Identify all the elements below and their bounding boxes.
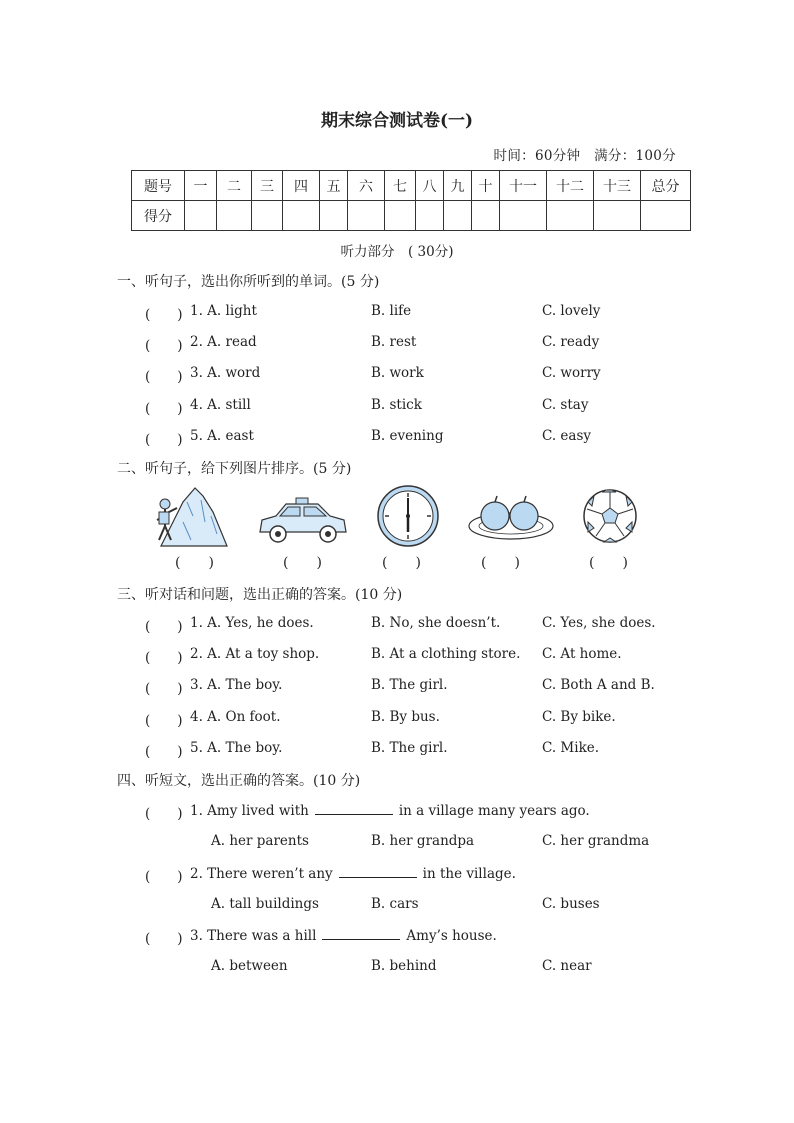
option-c: C. stay	[542, 397, 589, 413]
section3-heading: 三、听对话和问题，选出正确的答案。(10 分)	[117, 587, 403, 603]
section1-heading: 一、听句子，选出你所听到的单词。(5 分)	[117, 274, 380, 290]
answer-paren[interactable]: ( )	[145, 681, 183, 697]
section4-heading: 四、听短文，选出正确的答案。(10 分)	[117, 773, 361, 789]
answer-paren[interactable]: ( )	[145, 806, 183, 822]
option-b: B. No, she doesn’t.	[371, 615, 501, 631]
score-col-9: 九	[444, 171, 472, 201]
score-col-6: 六	[348, 171, 385, 201]
question-text	[190, 865, 516, 882]
answer-paren[interactable]: ( )	[145, 338, 183, 354]
answer-paren[interactable]: ( )	[145, 650, 183, 666]
option-b: B. The girl.	[371, 677, 448, 693]
option-b: B. rest	[371, 334, 417, 350]
score-cell[interactable]	[472, 201, 500, 231]
option-b: B. life	[371, 303, 412, 319]
score-cell[interactable]	[444, 201, 472, 231]
question-after: Amy’s house.	[406, 928, 497, 944]
option-b: B. The girl.	[371, 740, 448, 756]
score-cell[interactable]	[252, 201, 283, 231]
car-icon	[256, 482, 348, 550]
answer-paren[interactable]: ( )	[145, 401, 183, 417]
score-col-12: 十二	[547, 171, 594, 201]
score-col-11: 十一	[500, 171, 547, 201]
mountain-climber-icon	[143, 482, 229, 550]
option-c: C. Mike.	[542, 740, 600, 756]
option-a: 4. A. still	[190, 397, 251, 413]
option-a: 3. A. The boy.	[190, 677, 283, 693]
option-c: C. near	[542, 958, 592, 974]
score-cell[interactable]	[500, 201, 547, 231]
score-cell[interactable]	[320, 201, 348, 231]
option-c: C. ready	[542, 334, 600, 350]
score-table-header-label: 题号	[132, 171, 185, 201]
picture-order-paren[interactable]: ( )	[175, 555, 214, 571]
option-b: B. work	[371, 365, 424, 381]
option-b: B. behind	[371, 958, 437, 974]
option-c: C. By bike.	[542, 709, 616, 725]
question-before: 3. There was a hill	[190, 928, 317, 944]
fill-blank	[315, 802, 393, 815]
option-b: B. her grandpa	[371, 833, 475, 849]
score-cell[interactable]	[385, 201, 416, 231]
question-after: in a village many years ago.	[398, 803, 590, 819]
score-col-7: 七	[385, 171, 416, 201]
apples-plate-icon	[466, 482, 556, 550]
answer-paren[interactable]: ( )	[145, 369, 183, 385]
answer-paren[interactable]: ( )	[145, 713, 183, 729]
option-a: A. between	[211, 958, 288, 974]
option-b: B. At a clothing store.	[371, 646, 521, 662]
answer-paren[interactable]: ( )	[145, 869, 183, 885]
score-cell[interactable]	[594, 201, 641, 231]
question-text	[190, 802, 590, 819]
time-info: 时间：60分钟 满分：100分	[493, 148, 676, 164]
score-table-header-row	[132, 171, 691, 201]
fill-blank	[322, 927, 400, 940]
score-col-2: 二	[217, 171, 252, 201]
score-cell[interactable]	[547, 201, 594, 231]
score-col-13: 十三	[594, 171, 641, 201]
football-icon	[582, 482, 638, 550]
score-cell[interactable]	[641, 201, 691, 231]
page-title: 期末综合测试卷(一)	[320, 111, 474, 131]
option-b: B. stick	[371, 397, 422, 413]
score-cell[interactable]	[283, 201, 320, 231]
option-a: 1. A. light	[190, 303, 257, 319]
option-c: C. lovely	[542, 303, 601, 319]
picture-order-paren[interactable]: ( )	[589, 555, 628, 571]
answer-paren[interactable]: ( )	[145, 619, 183, 635]
option-a: A. tall buildings	[211, 896, 319, 912]
option-a: 2. A. At a toy shop.	[190, 646, 320, 662]
score-cell[interactable]	[185, 201, 217, 231]
option-a: A. her parents	[211, 833, 309, 849]
listening-header: 听力部分 ( 30分)	[340, 244, 454, 260]
score-cell[interactable]	[348, 201, 385, 231]
answer-paren[interactable]: ( )	[145, 744, 183, 760]
option-a: 3. A. word	[190, 365, 261, 381]
option-c: C. buses	[542, 896, 600, 912]
question-text	[190, 927, 497, 944]
clock-icon	[376, 482, 440, 550]
section2-heading: 二、听句子，给下列图片排序。(5 分)	[117, 461, 352, 477]
option-b: B. By bus.	[371, 709, 440, 725]
option-a: 5. A. The boy.	[190, 740, 283, 756]
option-c: C. her grandma	[542, 833, 650, 849]
option-a: 4. A. On foot.	[190, 709, 281, 725]
option-a: 1. A. Yes, he does.	[190, 615, 314, 631]
score-table-score-row	[132, 201, 691, 231]
option-a: 5. A. east	[190, 428, 254, 444]
answer-paren[interactable]: ( )	[145, 931, 183, 947]
option-c: C. At home.	[542, 646, 622, 662]
option-a: 2. A. read	[190, 334, 257, 350]
score-table-row-label: 得分	[132, 201, 185, 231]
picture-order-paren[interactable]: ( )	[283, 555, 322, 571]
option-c: C. worry	[542, 365, 601, 381]
score-col-10: 十	[472, 171, 500, 201]
score-col-8: 八	[416, 171, 444, 201]
option-b: B. cars	[371, 896, 419, 912]
score-col-3: 三	[252, 171, 283, 201]
score-cell[interactable]	[416, 201, 444, 231]
score-col-total: 总分	[641, 171, 691, 201]
option-c: C. Yes, she does.	[542, 615, 656, 631]
score-col-4: 四	[283, 171, 320, 201]
score-cell[interactable]	[217, 201, 252, 231]
picture-order-paren[interactable]: ( )	[481, 555, 520, 571]
fill-blank	[339, 865, 417, 878]
answer-paren[interactable]: ( )	[145, 432, 183, 448]
question-before: 1. Amy lived with	[190, 803, 309, 819]
score-table	[131, 170, 691, 231]
option-c: C. Both A and B.	[542, 677, 655, 693]
score-col-1: 一	[185, 171, 217, 201]
answer-paren[interactable]: ( )	[145, 307, 183, 323]
picture-order-paren[interactable]: ( )	[382, 555, 421, 571]
question-before: 2. There weren’t any	[190, 866, 333, 882]
option-b: B. evening	[371, 428, 444, 444]
score-col-5: 五	[320, 171, 348, 201]
question-after: in the village.	[422, 866, 516, 882]
option-c: C. easy	[542, 428, 592, 444]
